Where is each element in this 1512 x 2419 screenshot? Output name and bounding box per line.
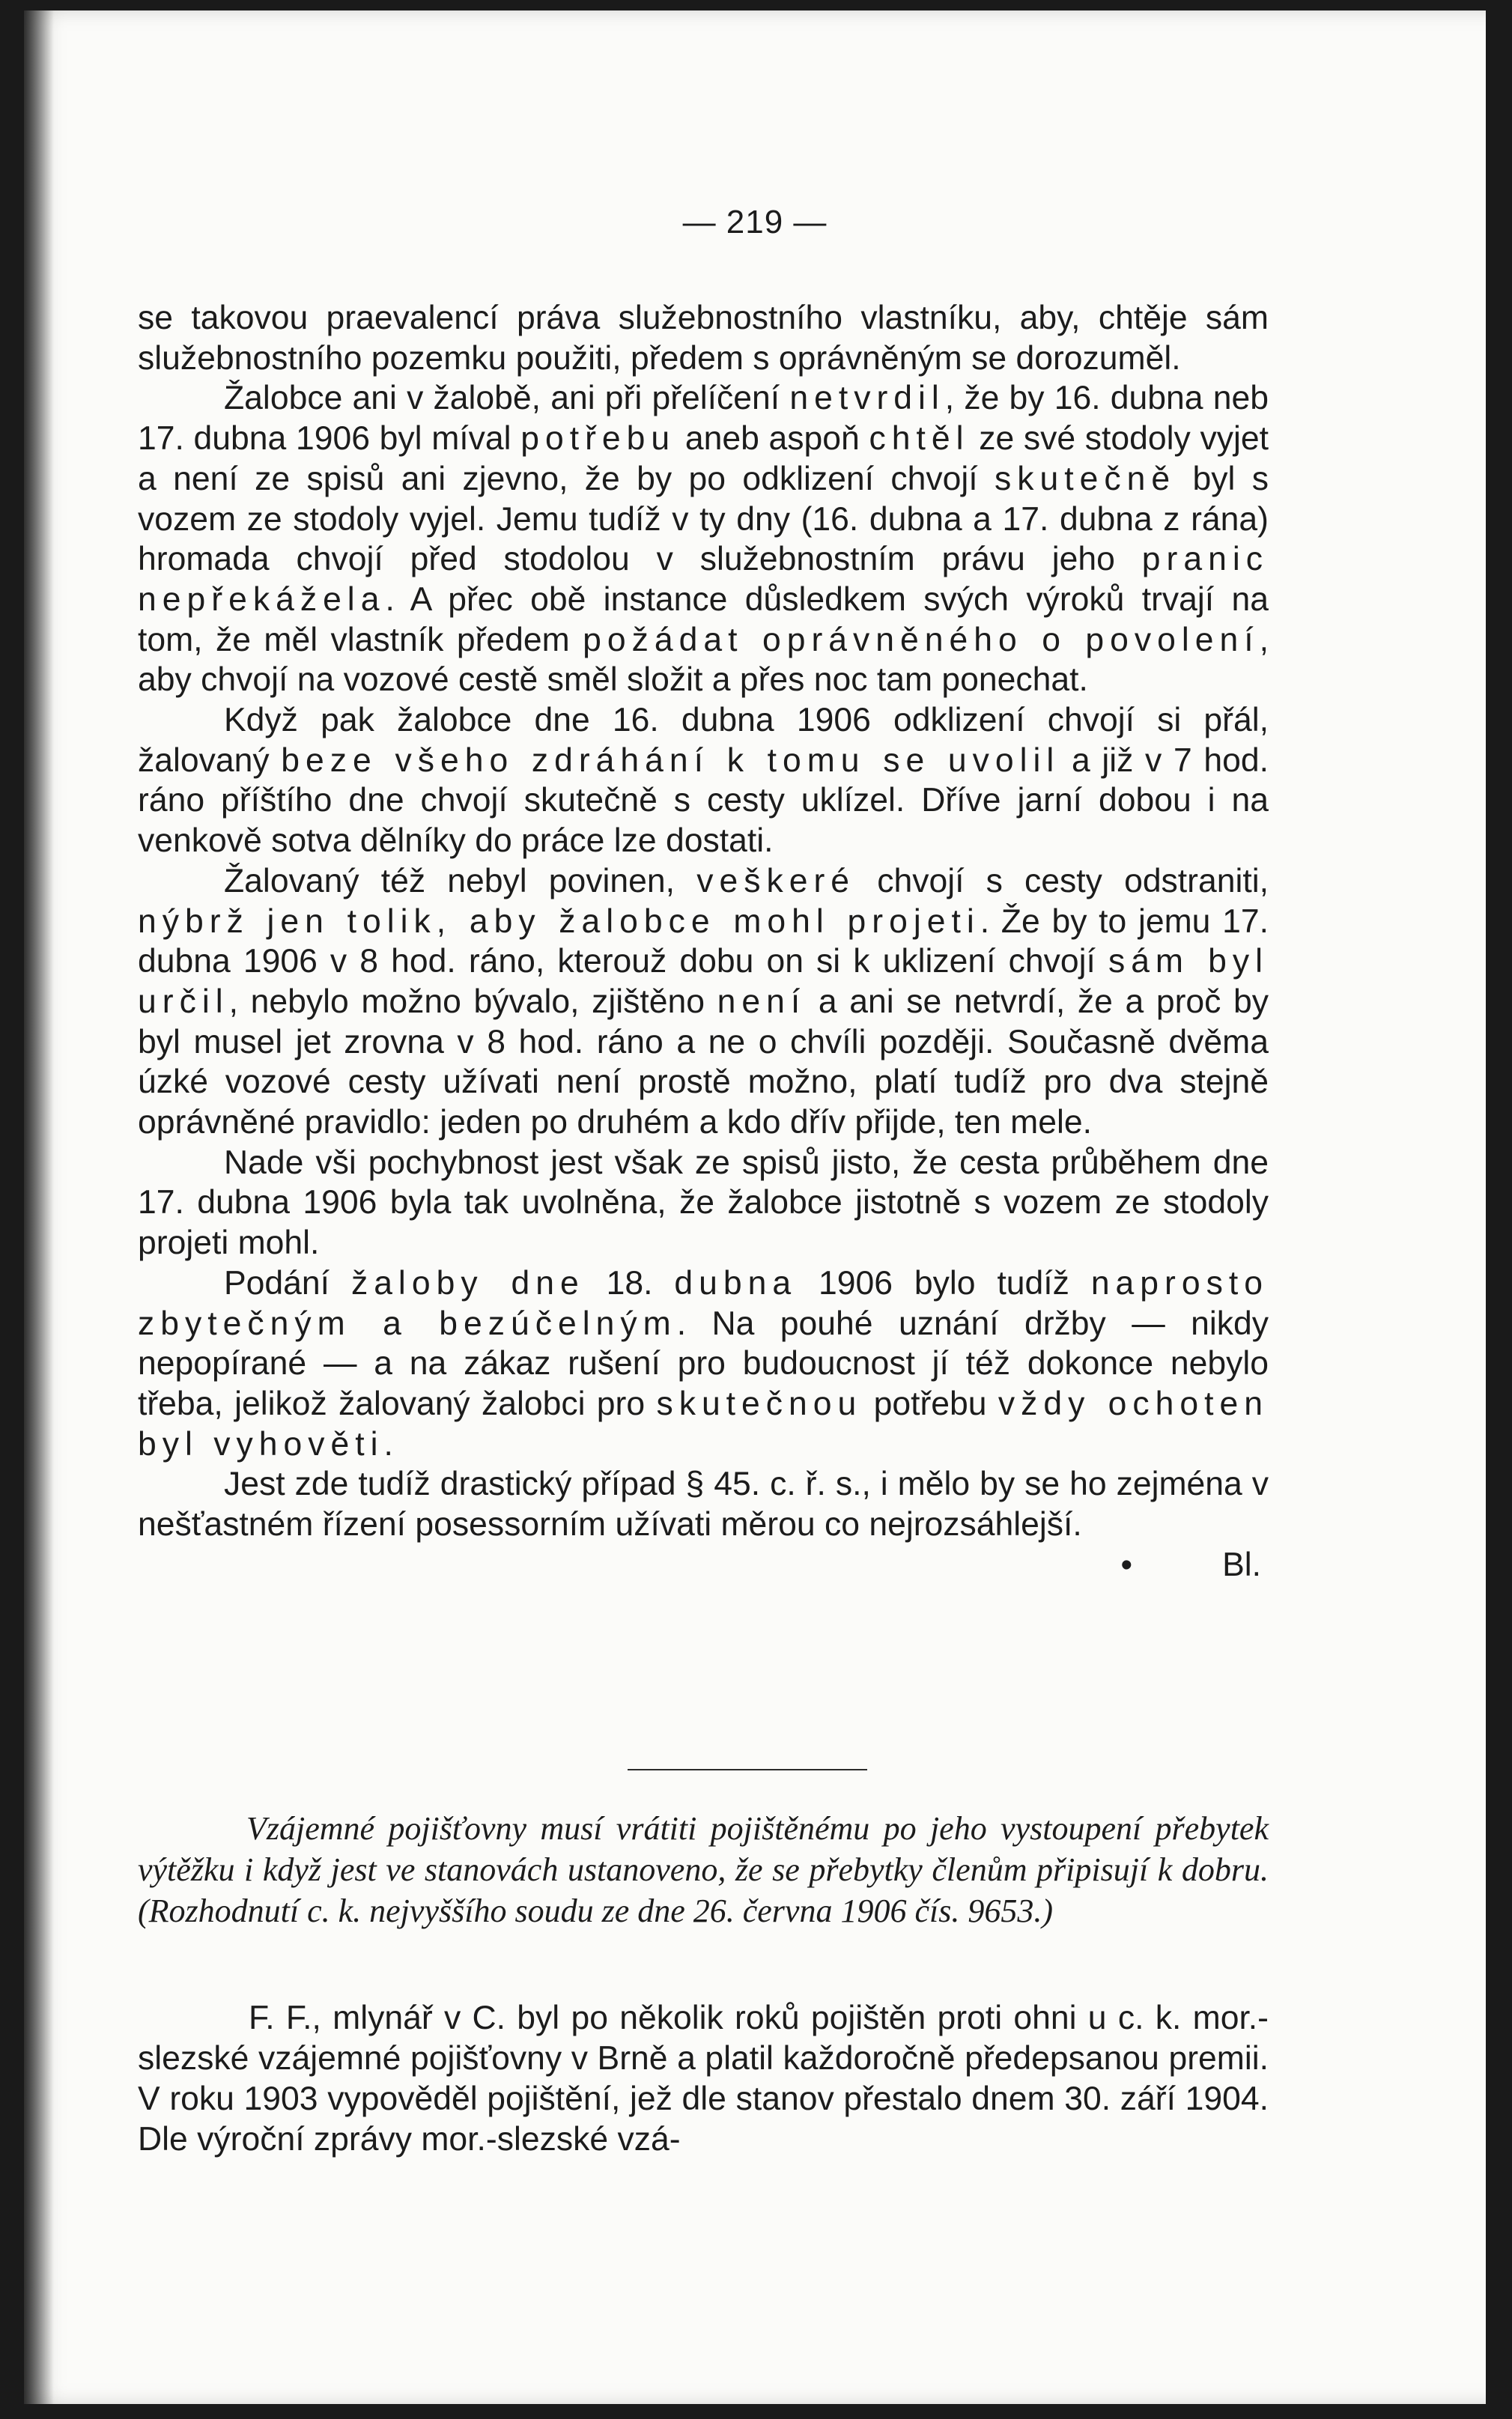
- emphasis-spaced: pranic nepřekážela: [138, 541, 1269, 618]
- signoff-mark: •: [1120, 1546, 1133, 1583]
- emphasis-spaced: není: [717, 983, 807, 1020]
- text-run: Podání: [224, 1264, 351, 1302]
- emphasis-spaced: veškeré: [696, 862, 856, 899]
- text-run: 18.: [584, 1264, 675, 1302]
- emphasis-spaced: skutečně: [995, 460, 1176, 497]
- text-run: . Na pouhé uznání držby — nikdy nepopírané — a na zákaz rušení pro budoucnost jí též dokonce nebylo třeba, jelikož žalovaný žalobci pro: [138, 1305, 1269, 1422]
- emphasis-spaced: chtěl: [869, 420, 970, 458]
- text-run: . Že by to jemu 17. dubna 1906 v 8 hod. ráno, kterouž dobu on si k uklizení chvojí: [138, 902, 1269, 980]
- paragraph: [138, 1464, 1269, 1544]
- case-text: F. F., mlynář v C. byl po několik roků pojištěn proti ohni u c. k. mor.-slezské vzájemné pojišťovny v Brně a platil každoročně předepsanou premii. V roku 1903 vypověděl pojištění, jež dle stanov přestalo dnem 30. září 1904. Dle výroční zprávy mor.-slezské vzá-: [138, 2000, 1269, 2158]
- signoff-initials: Bl.: [1222, 1546, 1261, 1583]
- binding-shadow: [24, 10, 54, 2404]
- text-run: , aby chvojí na vozové cestě směl složit a přes noc tam ponechat.: [138, 621, 1269, 699]
- section-divider: [628, 1769, 867, 1770]
- page-number: — 219 —: [682, 204, 828, 240]
- text-run: Když pak žalobce dne 16. dubna 1906 odklizení chvojí si přál, žalovaný: [138, 702, 1269, 779]
- emphasis-spaced: potřebu: [520, 420, 676, 458]
- emphasis-spaced: žaloby dne: [350, 1264, 585, 1302]
- paragraph: [138, 1263, 1269, 1465]
- text-run: a ani se netvrdí, že a proč by byl musel jet zrovna v 8 hod. ráno a ne o chvíli později. Současně dvěma úzké vozové cesty užívati není prostě možno, platí tudíž pro dva stejně oprávněné pravidlo: jeden po druhém a kdo dřív přijde, ten mele.: [138, 983, 1269, 1141]
- decision-commentary: [138, 298, 1269, 1585]
- text-run: byl s vozem ze stodoly vyjel. Jemu tudíž v ty dny (16. dubna a 17. dubna z rána) hromada chvojí před stodolou v služebnostním právu jeho: [138, 460, 1269, 578]
- paragraph: [138, 1143, 1269, 1263]
- text-run: 1906 bylo tudíž: [797, 1264, 1091, 1302]
- book-page: [24, 10, 1486, 2404]
- emphasis-spaced: dubna: [674, 1264, 798, 1302]
- text-run: .: [383, 1425, 393, 1463]
- emphasis-spaced: naprosto zbytečným a bezúčelným: [138, 1264, 1269, 1342]
- text-run: ze své stodoly vyjet a není ze spisů ani zjevno, že by po odklizení chvojí: [138, 420, 1269, 497]
- text-run: potřebu: [862, 1385, 998, 1422]
- paragraph: [138, 378, 1269, 700]
- case-headnote: Vzájemné pojišťovny musí vrátiti pojištěnému po jeho vystoupení přebytek výtěžku i když jest ve stanovách ustanoveno, že se přebytky členům připisují k dobru. (Rozhodnutí c. k. nejvyššího soudu ze dne 26. června 1906 čís. 9653.): [138, 1810, 1269, 1929]
- text-run: Žalovaný též nebyl povinen,: [224, 862, 697, 899]
- text-run: , že by 16. dubna neb 17. dubna 1906 byl míval: [138, 380, 1269, 458]
- text-run: aneb aspoň: [675, 420, 869, 458]
- emphasis-spaced: beze všeho zdráhání k tomu se uvolil: [281, 741, 1060, 779]
- emphasis-spaced: vždy ochoten byl vyhověti: [138, 1385, 1269, 1463]
- text-run: , nebylo možno bývalo, zjištěno: [228, 983, 717, 1020]
- signoff: [138, 1545, 1269, 1585]
- paragraph: [138, 861, 1269, 1143]
- emphasis-spaced: požádat oprávněného o povolení: [583, 621, 1260, 658]
- paragraph: [138, 298, 1269, 378]
- emphasis-spaced: nýbrž jen tolik, aby žalobce mohl projeti: [138, 902, 980, 940]
- text-run: Jest zde tudíž drastický případ § 45. c. ř. s., i mělo by se ho zejména v nešťastném řízení posessorním užívati měrou co nejrozsáhlejší.: [138, 1466, 1269, 1544]
- emphasis-spaced: sám byl určil: [138, 943, 1269, 1020]
- emphasis-spaced: skutečnou: [656, 1385, 863, 1422]
- text-run: chvojí s cesty odstraniti,: [855, 862, 1269, 899]
- paragraph: [138, 700, 1269, 861]
- emphasis-spaced: netvrdil: [789, 380, 945, 417]
- text-run: a již v 7 hod. ráno příštího dne chvojí skutečně s cesty uklízel. Dříve jarní dobou i na venkově sotva dělníky do práce lze dostati.: [138, 741, 1269, 860]
- text-run: Nade vši pochybnost jest však ze spisů jisto, že cesta průběhem dne 17. dubna 1906 byla tak uvolněna, že žalobce jistotně s vozem ze stodoly projeti mohl.: [138, 1144, 1269, 1262]
- text-run: se takovou praevalencí práva služebnostního vlastníku, aby, chtěje sám služebnostního pozemku použiti, předem s oprávněným se dorozuměl.: [138, 300, 1269, 377]
- text-run: . A přec obě instance důsledkem svých výroků trvají na tom, že měl vlastník předem: [138, 580, 1269, 658]
- text-run: Žalobce ani v žalobě, ani při přelíčení: [224, 380, 790, 417]
